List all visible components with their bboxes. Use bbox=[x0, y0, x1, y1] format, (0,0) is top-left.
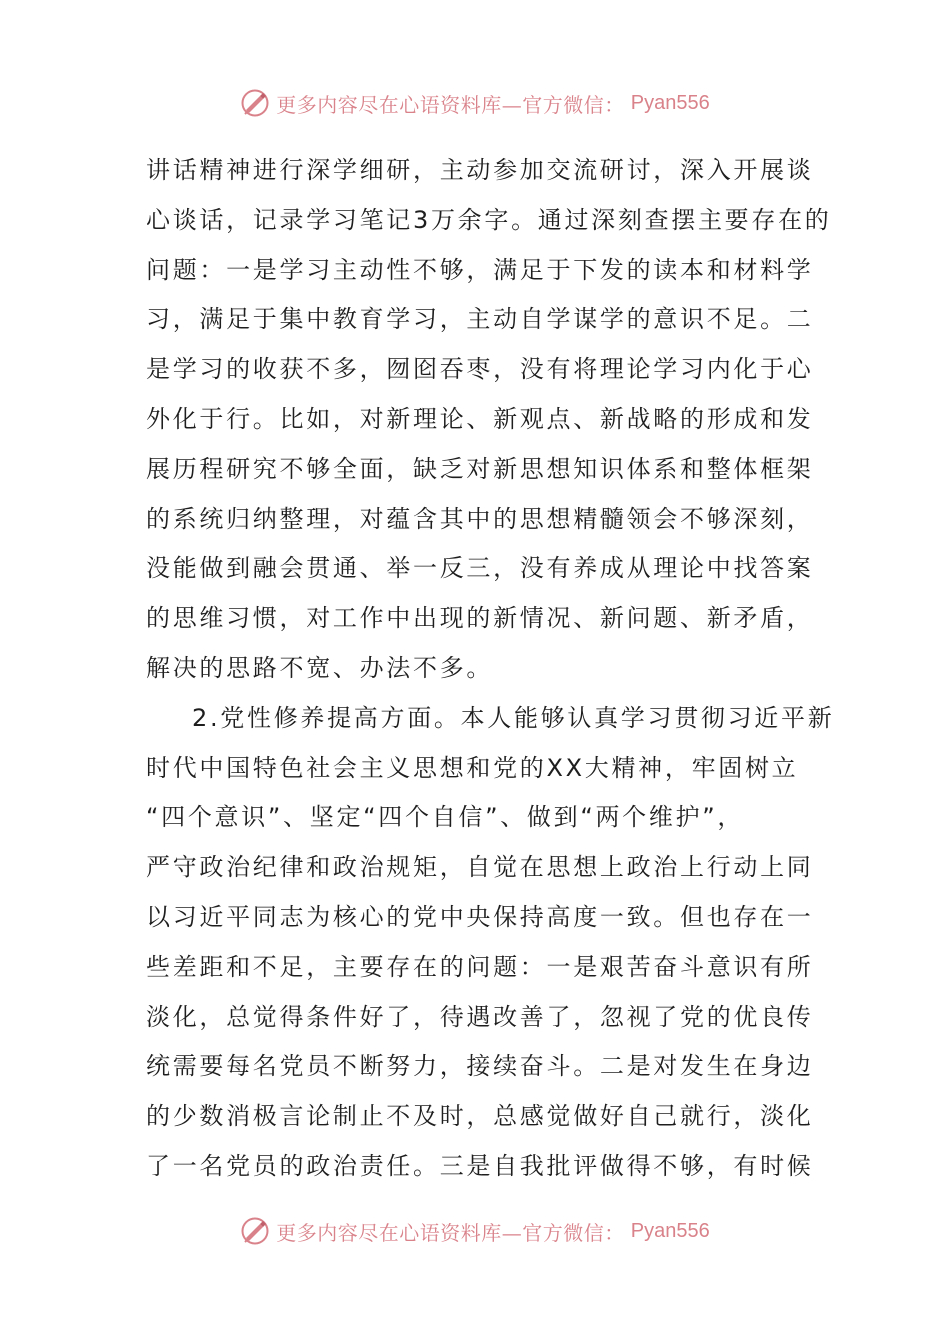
text-line: 时代中国特色社会主义思想和党的XX大精神，牢固树立 bbox=[146, 753, 799, 782]
pen-seal-icon bbox=[240, 1216, 270, 1246]
text-line: 的少数消极言论制止不及时，总感觉做好自己就行，淡化 bbox=[146, 1102, 814, 1131]
header-watermark bbox=[0, 86, 950, 120]
watermark-id: Pyan556 bbox=[630, 91, 710, 114]
text-line: 统需要每名党员不断努力，接续奋斗。二是对发生在身边 bbox=[146, 1052, 814, 1081]
text-line: 些差距和不足，主要存在的问题：一是艰苦奋斗意识有所 bbox=[146, 952, 814, 981]
text-line: 以习近平同志为核心的党中央保持高度一致。但也存在一 bbox=[146, 902, 814, 931]
watermark-id: Pyan556 bbox=[630, 1219, 710, 1242]
text-line: 的思维习惯，对工作中出现的新情况、新问题、新矛盾， bbox=[146, 604, 814, 633]
text-line: 讲话精神进行深学细研，主动参加交流研讨，深入开展谈 bbox=[146, 156, 814, 184]
text-line: 的系统归纳整理，对蕴含其中的思想精髓领会不够深刻， bbox=[146, 504, 814, 533]
text-line: 淡化，总觉得条件好了，待遇改善了，忽视了党的优良传 bbox=[146, 1002, 814, 1031]
text-line: 严守政治纪律和政治规矩，自觉在思想上政治上行动上同 bbox=[146, 853, 814, 882]
footer-watermark bbox=[0, 1214, 950, 1248]
pen-seal-icon bbox=[240, 88, 270, 118]
document-body bbox=[146, 146, 835, 1192]
text-line: 解决的思路不宽、办法不多。 bbox=[146, 653, 494, 682]
text-line: 习，满足于集中教育学习，主动自学谋学的意识不足。二 bbox=[146, 305, 814, 334]
text-line: 外化于行。比如，对新理论、新观点、新战略的形成和发 bbox=[146, 404, 814, 433]
text-line: 问题：一是学习主动性不够，满足于下发的读本和材料学 bbox=[146, 255, 814, 284]
section-heading-line: 2.党性修养提高方面。本人能够认真学习贯彻习近平新 bbox=[192, 703, 835, 732]
watermark-text: 更多内容尽在心语资料库—官方微信： bbox=[276, 92, 625, 117]
text-line: 没能做到融会贯通、举一反三，没有养成从理论中找答案 bbox=[146, 554, 814, 583]
text-line: 心谈话，记录学习笔记3万余字。通过深刻查摆主要存在的 bbox=[146, 205, 832, 234]
text-line: “四个意识”、坚定“四个自信”、做到“两个维护”， bbox=[146, 803, 745, 832]
watermark-text: 更多内容尽在心语资料库—官方微信： bbox=[276, 1220, 625, 1245]
text-line: 展历程研究不够全面，缺乏对新思想知识体系和整体框架 bbox=[146, 454, 814, 483]
text-line: 了一名党员的政治责任。三是自我批评做得不够，有时候 bbox=[146, 1151, 814, 1180]
text-line: 是学习的收获不多，囫囵吞枣，没有将理论学习内化于心 bbox=[146, 355, 814, 384]
